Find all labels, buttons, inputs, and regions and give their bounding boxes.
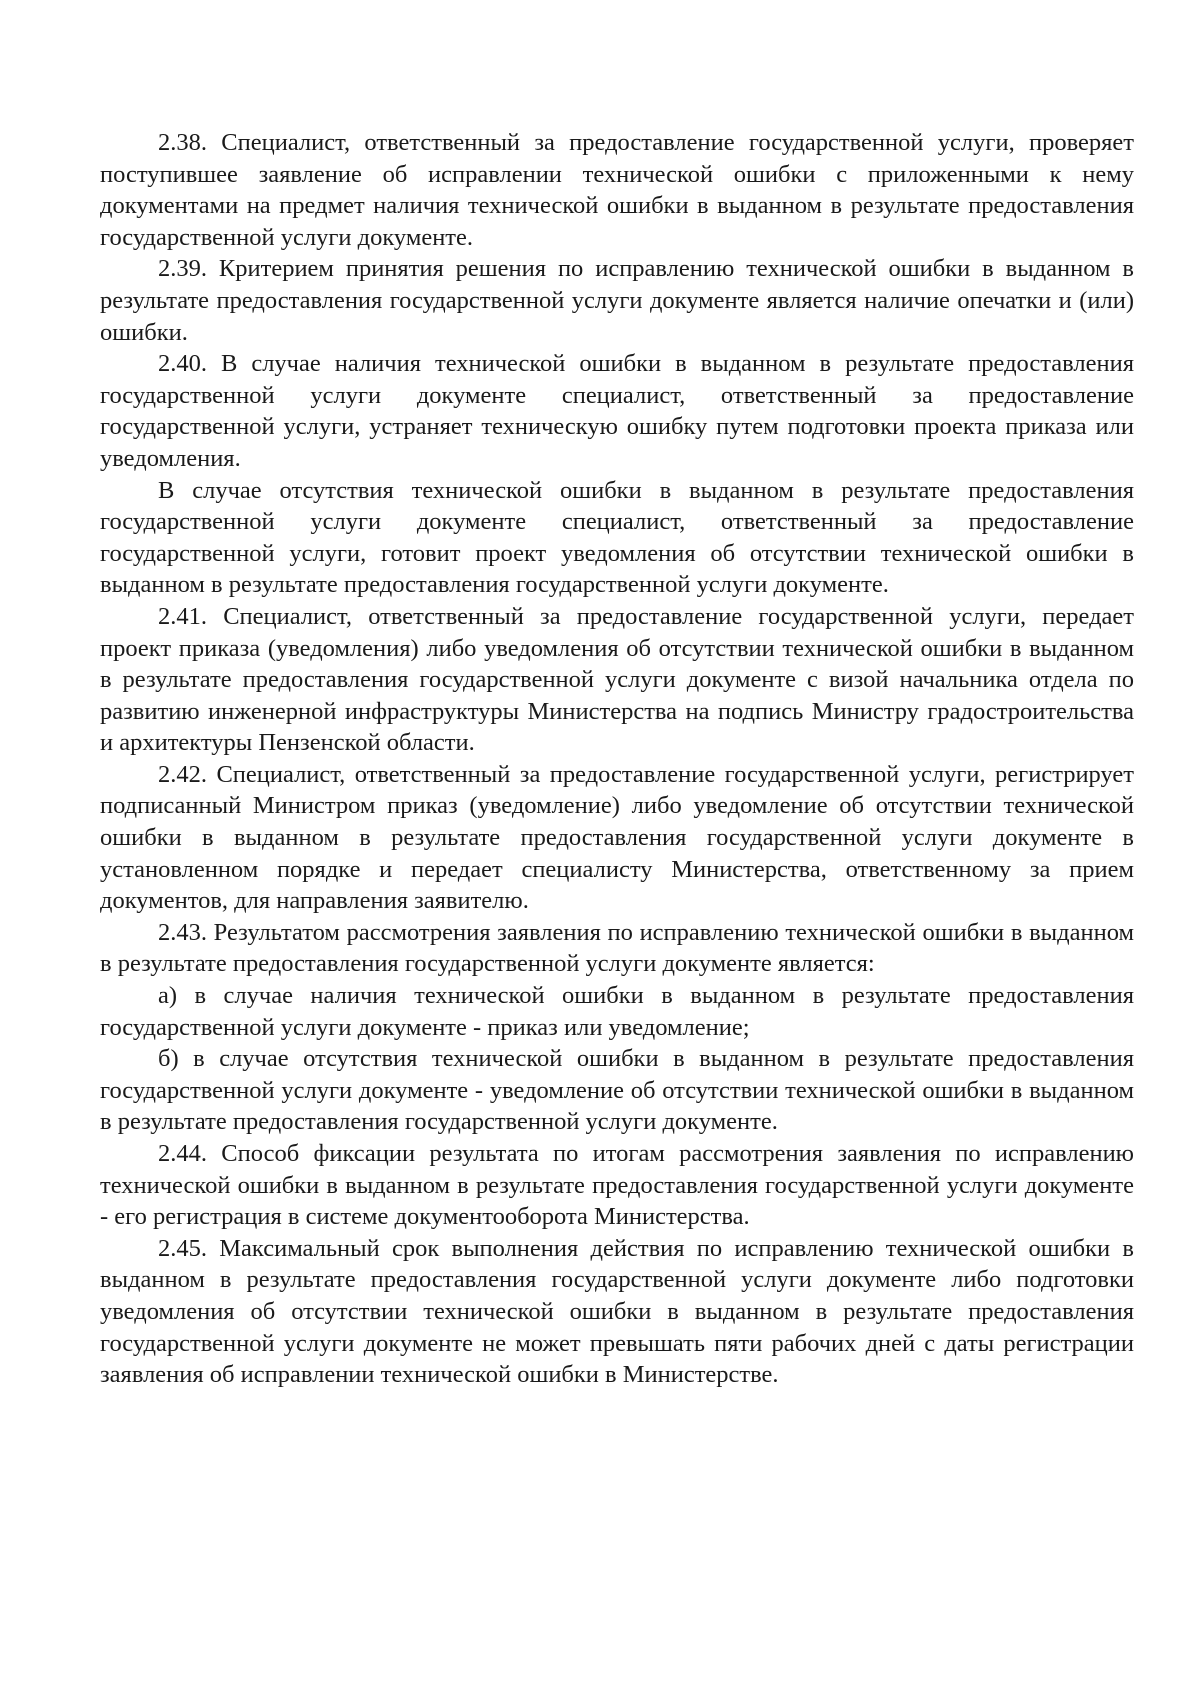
paragraph-2-41: 2.41. Специалист, ответственный за предоставление государственной услуги, передает проект приказа (уведомления) либо уведомления об отсутствии технической ошибки в выданном в результате предоставления государственной услуги документе с визой начальника отдела по развитию инженерной инфраструктуры Министерства на подпись Министру градостроительства и архитектуры Пензенской области. bbox=[100, 602, 1134, 757]
paragraph-2-40: 2.40. В случае наличия технической ошибки в выданном в результате предоставления государственной услуги документе специалист, ответственный за предоставление государственной услуги, устраняет техническую ошибку путем подготовки проекта приказа или уведомления. bbox=[100, 350, 1134, 472]
paragraph-2-44: 2.44. Способ фиксации результата по итогам рассмотрения заявления по исправлению технической ошибки в выданном в результате предоставления государственной услуги документе - его регистрация в системе документооборота Министерства. bbox=[100, 1140, 1134, 1231]
paragraph-2-43-item-b: б) в случае отсутствия технической ошибки в выданном в результате предоставления государственной услуги документе - уведомление об отсутствии технической ошибки в выданном в результате предоставления государственной услуги документе. bbox=[100, 1045, 1134, 1136]
paragraph-2-40-continued: В случае отсутствия технической ошибки в выданном в результате предоставления государственной услуги документе специалист, ответственный за предоставление государственной услуги, готовит проект уведомления об отсутствии технической ошибки в выданном в результате предоставления государственной услуги документе. bbox=[100, 476, 1134, 599]
paragraph-2-39: 2.39. Критерием принятия решения по исправлению технической ошибки в выданном в результате предоставления государственной услуги документе является наличие опечатки и (или) ошибки. bbox=[100, 255, 1134, 346]
paragraph-2-42: 2.42. Специалист, ответственный за предоставление государственной услуги, регистрирует подписанный Министром приказ (уведомление) либо уведомление об отсутствии технической ошибки в выданном в результате предоставления государственной услуги документе в установленном порядке и передает специалисту Министерства, ответственному за прием документов, для направления заявителю. bbox=[100, 760, 1134, 915]
paragraph-2-43-item-a: а) в случае наличия технической ошибки в выданном в результате предоставления государственной услуги документе - приказ или уведомление; bbox=[100, 982, 1134, 1041]
paragraph-2-38: 2.38. Специалист, ответственный за предоставление государственной услуги, проверяет поступившее заявление об исправлении технической ошибки с приложенными к нему документами на предмет наличия технической ошибки в выданном в результате предоставления государственной услуги документе. bbox=[100, 129, 1134, 251]
paragraph-2-45: 2.45. Максимальный срок выполнения действия по исправлению технической ошибки в выданном в результате предоставления государственной услуги документе либо подготовки уведомления об отсутствии технической ошибки в выданном в результате предоставления государственной услуги документе не может превышать пяти рабочих дней с даты регистрации заявления об исправлении технической ошибки в Министерстве. bbox=[100, 1234, 1134, 1389]
paragraph-2-43: 2.43. Результатом рассмотрения заявления по исправлению технической ошибки в выданном в результате предоставления государственной услуги документе является: bbox=[100, 918, 1134, 978]
